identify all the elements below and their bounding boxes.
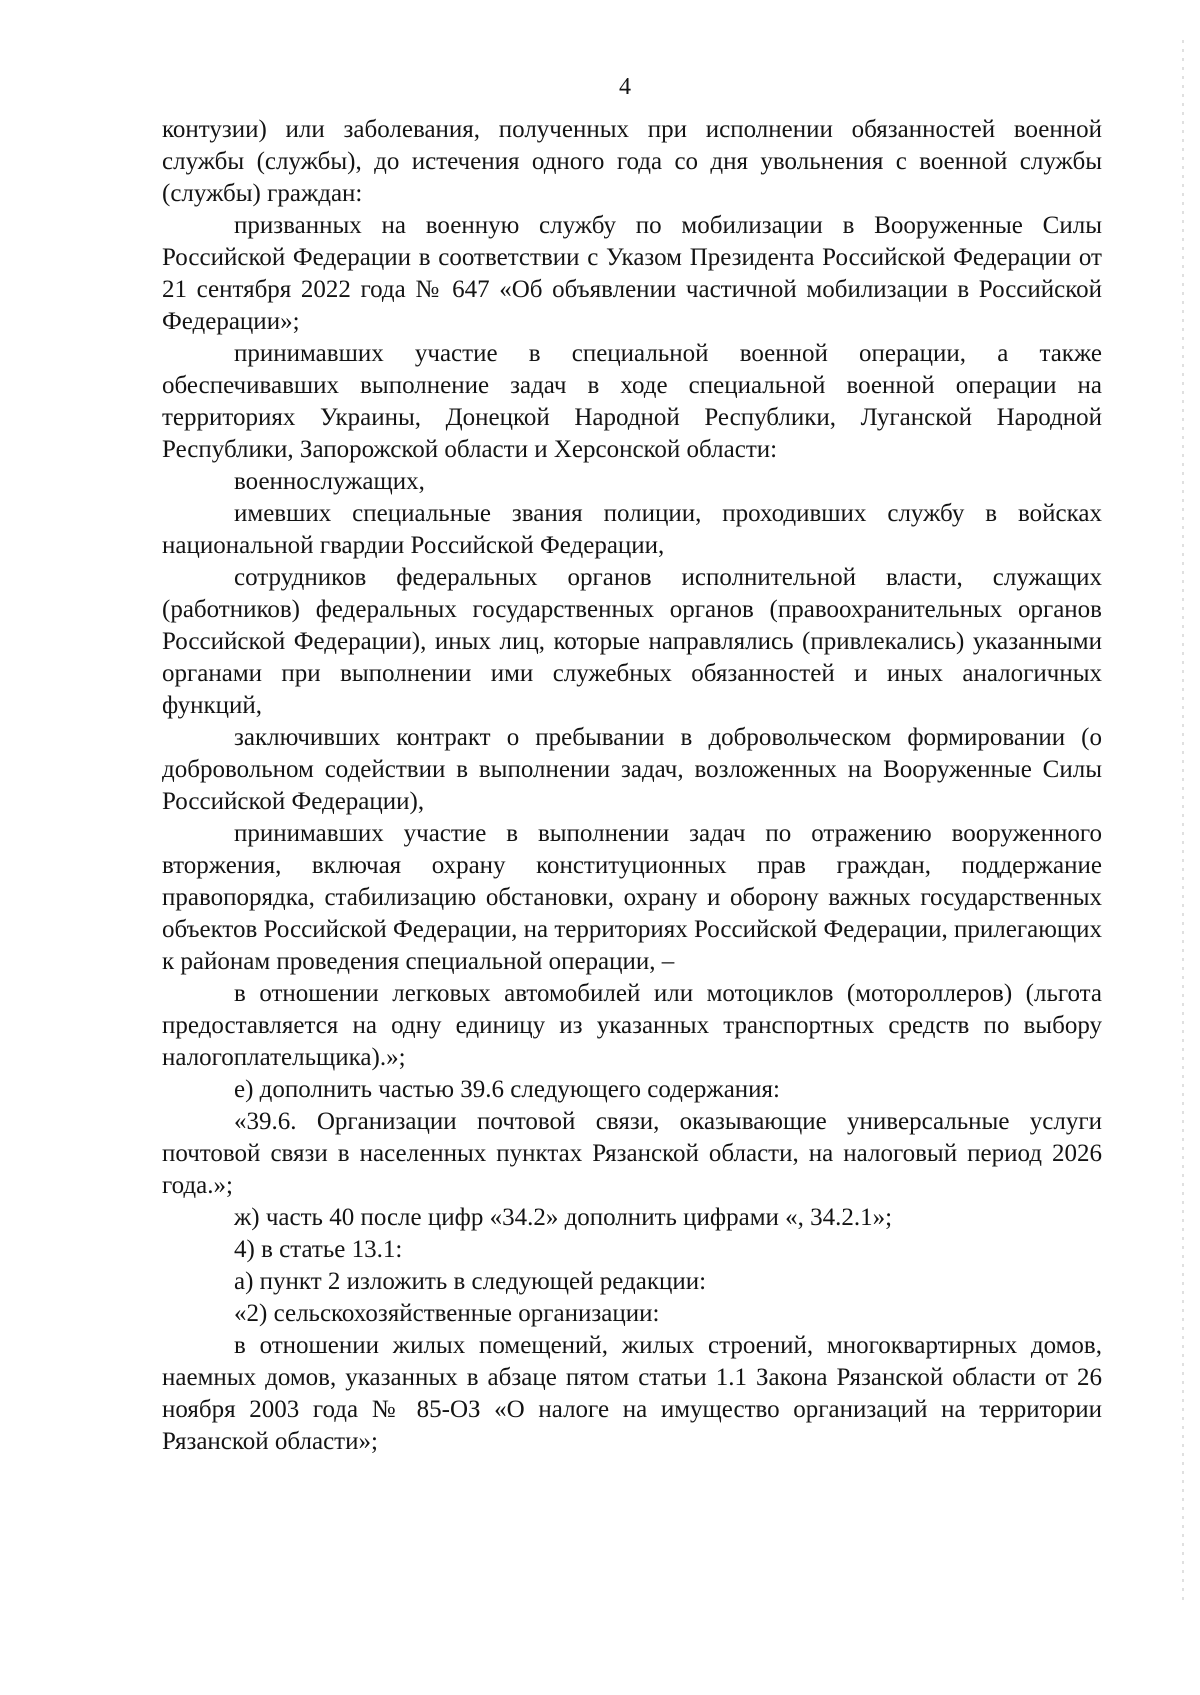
- paragraph: в отношении легковых автомобилей или мотоциклов (мотороллеров) (льгота предоставляется на одну единицу из указанных транспортных средств по выбору налогоплательщика).»;: [162, 980, 1102, 1071]
- paragraph: сотрудников федеральных органов исполнительной власти, служащих (работников) федеральных государственных органов (правоохранительных органов Российской Федерации), иных лиц, которые направлялись (привлекались) указанными органами при выполнении ими служебных обязанностей и иных аналогичных функций,: [162, 564, 1102, 719]
- paragraph: а) пункт 2 изложить в следующей редакции:: [234, 1268, 707, 1295]
- paragraph: заключивших контракт о пребывании в добровольческом формировании (о добровольном содействии в выполнении задач, возложенных на Вооруженные Силы Российской Федерации),: [162, 724, 1102, 815]
- paragraph: ж) часть 40 после цифр «34.2» дополнить цифрами «, 34.2.1»;: [234, 1204, 893, 1231]
- paragraph: 4) в статье 13.1:: [234, 1236, 403, 1263]
- page-number: 4: [619, 74, 631, 100]
- paragraph: «39.6. Организации почтовой связи, оказывающие универсальные услуги почтовой связи в населенных пунктах Рязанской области, на налоговый период 2026 года.»;: [162, 1108, 1102, 1199]
- paragraph: принимавших участие в специальной военной операции, а также обеспечивавших выполнение задач в ходе специальной военной операции на территориях Украины, Донецкой Народной Республики, Луганской Народной Республики, Запорожской области и Херсонской области:: [162, 340, 1102, 463]
- scan-edge-artifact: [1182, 40, 1184, 1600]
- paragraph: контузии) или заболевания, полученных при исполнении обязанностей военной службы (службы), до истечения одного года со дня увольнения с военной службы (службы) граждан:: [162, 116, 1102, 207]
- paragraph: военнослужащих,: [234, 468, 425, 495]
- paragraph: «2) сельскохозяйственные организации:: [234, 1300, 660, 1327]
- paragraph: е) дополнить частью 39.6 следующего содержания:: [234, 1076, 780, 1103]
- paragraph: в отношении жилых помещений, жилых строений, многоквартирных домов, наемных домов, указанных в абзаце пятом статьи 1.1 Закона Рязанской области от 26 ноября 2003 года № 85-ОЗ «О налоге на имущество организаций на территории Рязанской области»;: [162, 1332, 1102, 1455]
- paragraph: принимавших участие в выполнении задач по отражению вооруженного вторжения, включая охрану конституционных прав граждан, поддержание правопорядка, стабилизацию обстановки, охрану и оборону важных государственных объектов Российской Федерации, на территориях Российской Федерации, прилегающих к районам проведения специальной операции, –: [162, 820, 1102, 975]
- paragraph: призванных на военную службу по мобилизации в Вооруженные Силы Российской Федерации в соответствии с Указом Президента Российской Федерации от 21 сентября 2022 года № 647 «Об объявлении частичной мобилизации в Российской Федерации»;: [162, 212, 1102, 335]
- document-body: [162, 114, 1102, 1458]
- paragraph: имевших специальные звания полиции, проходивших службу в войсках национальной гвардии Российской Федерации,: [162, 500, 1102, 559]
